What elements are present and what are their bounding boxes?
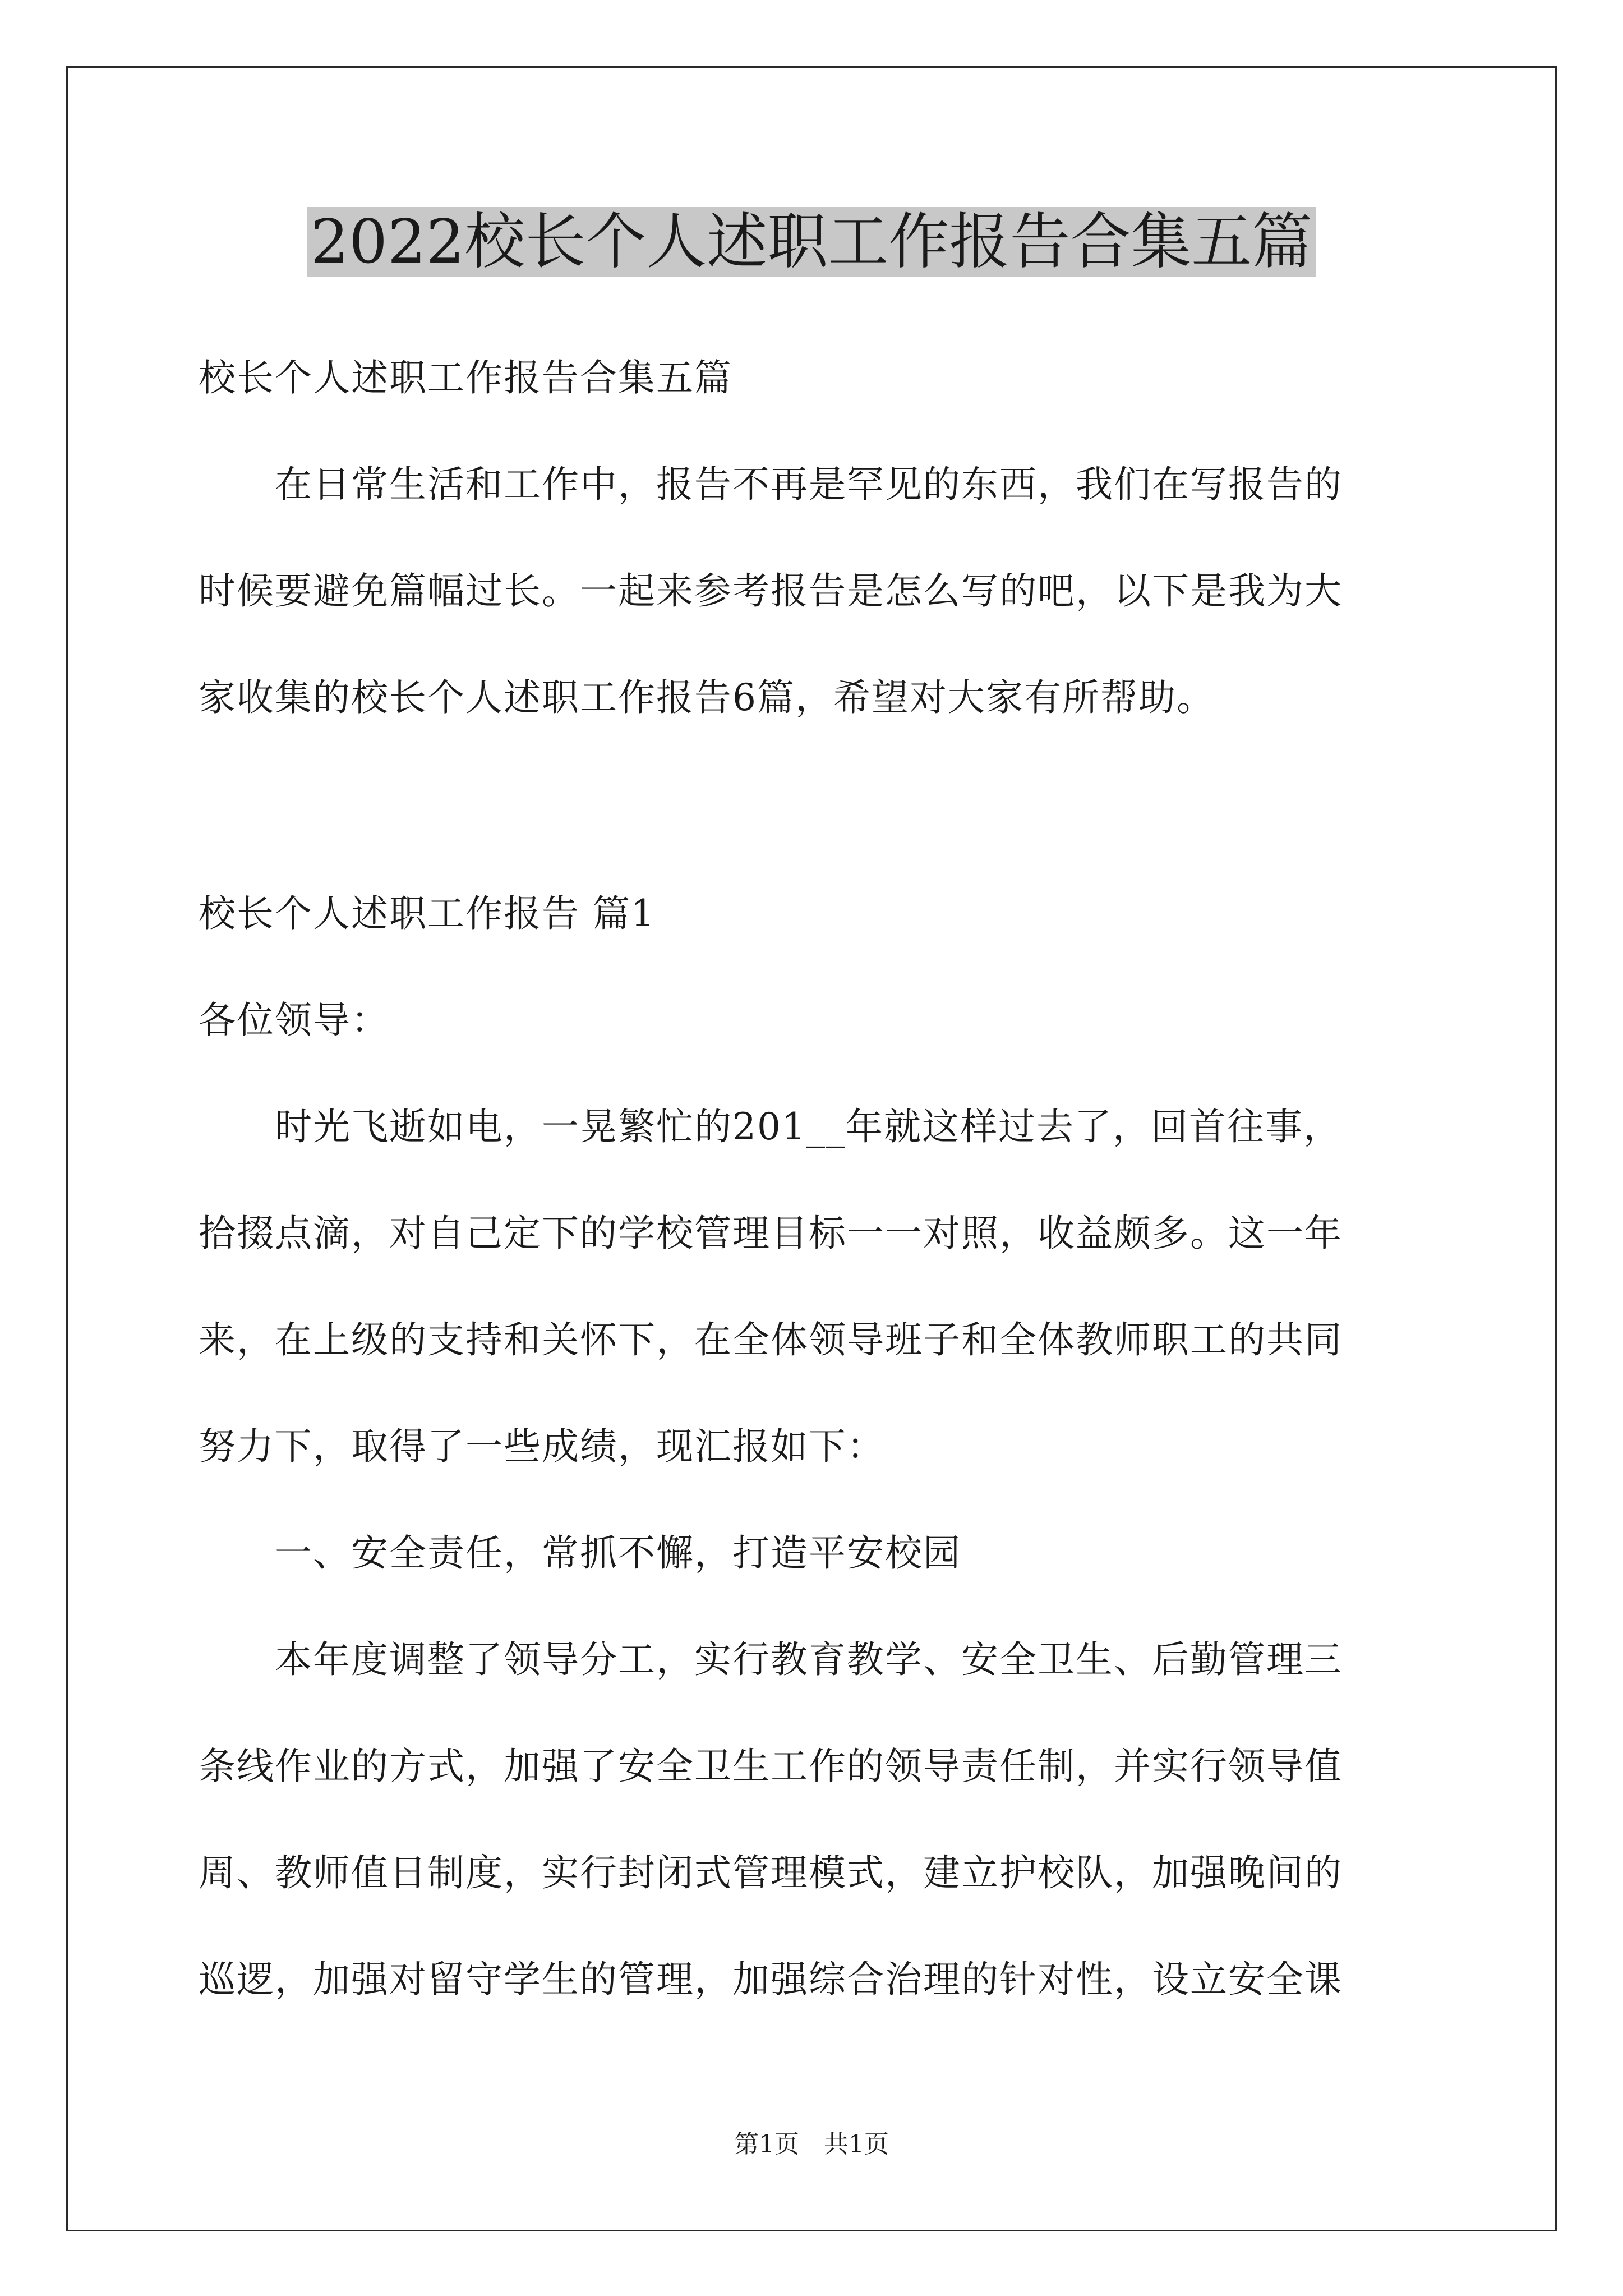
paragraph-line: 本年度调整了领导分工，实行教育教学、安全卫生、后勤管理三	[199, 1638, 1343, 1681]
section-heading: 校长个人述职工作报告 篇1	[199, 892, 656, 935]
paragraph-line: 在日常生活和工作中，报告不再是罕见的东西，我们在写报告的	[199, 463, 1343, 506]
subtitle-line: 校长个人述职工作报告合集五篇	[199, 356, 732, 399]
document-title-text: 2022校长个人述职工作报告合集五篇	[307, 207, 1316, 277]
paragraph-line: 条线作业的方式，加强了安全卫生工作的领导责任制，并实行领导值	[199, 1745, 1343, 1788]
subsection-heading: 一、安全责任，常抓不懈，打造平安校园	[199, 1531, 961, 1575]
paragraph-line: 时候要避免篇幅过长。一起来参考报告是怎么写的吧，以下是我为大	[199, 569, 1343, 613]
page-footer: 第1页 共1页	[734, 2130, 889, 2159]
paragraph-line: 来，在上级的支持和关怀下，在全体领导班子和全体教师职工的共同	[199, 1318, 1343, 1361]
paragraph-line: 努力下，取得了一些成绩，现汇报如下：	[199, 1425, 885, 1468]
paragraph-line: 周、教师值日制度，实行封闭式管理模式，建立护校队，加强晚间的	[199, 1851, 1343, 1894]
paragraph-line: 巡逻，加强对留守学生的管理，加强综合治理的针对性，设立安全课	[199, 1958, 1343, 2001]
salutation: 各位领导：	[199, 999, 389, 1042]
document-title	[0, 203, 1623, 282]
paragraph-line: 家收集的校长个人述职工作报告6篇，希望对大家有所帮助。	[199, 676, 1215, 719]
paragraph-line: 拾掇点滴，对自己定下的学校管理目标一一对照，收益颇多。这一年	[199, 1212, 1343, 1255]
paragraph-line: 时光飞逝如电，一晃繁忙的201__年就这样过去了，回首往事，	[199, 1105, 1341, 1148]
